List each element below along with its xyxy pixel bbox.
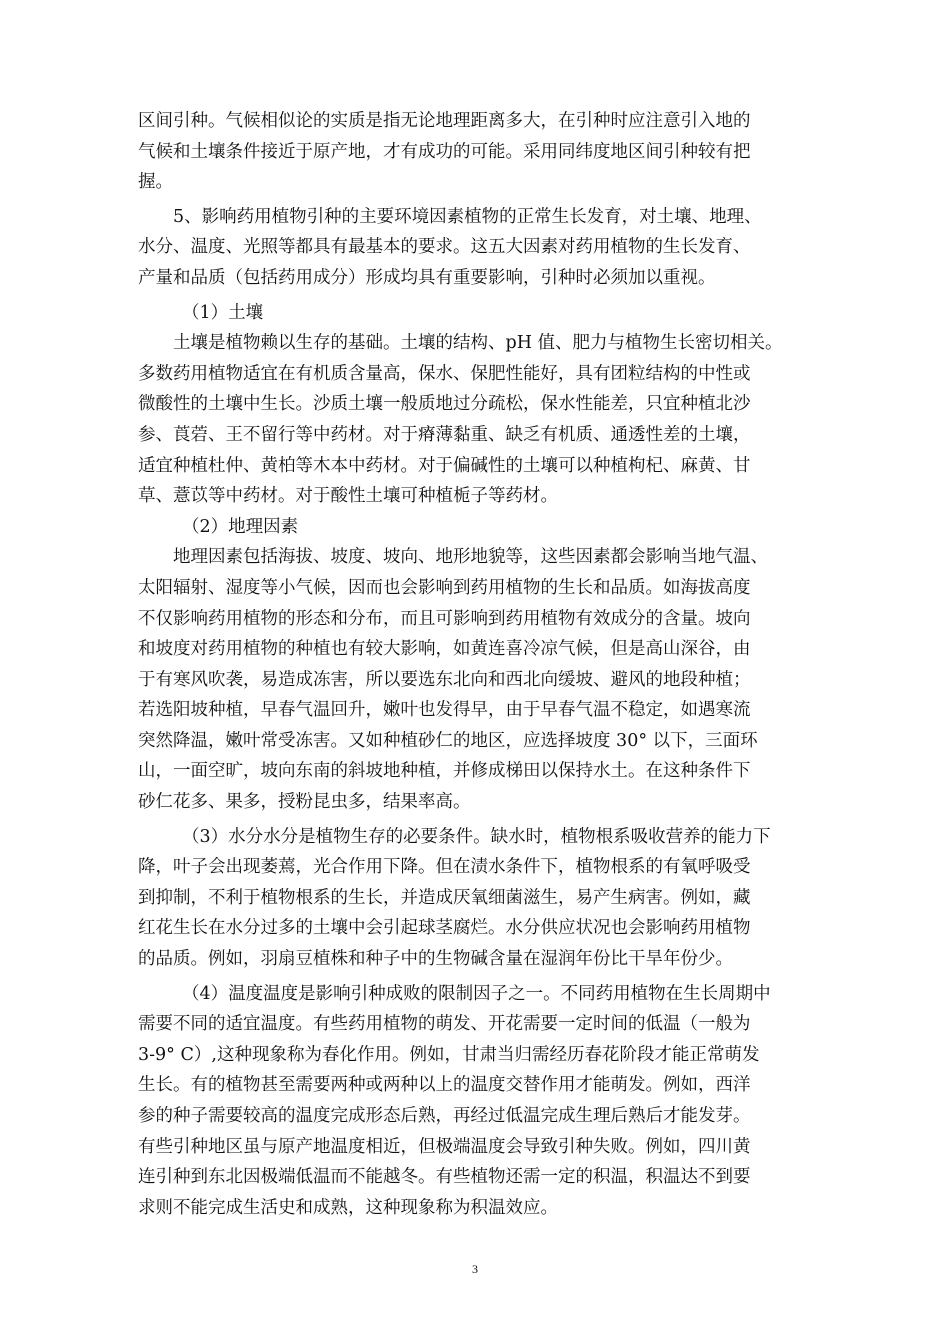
text-line: 有些引种地区虽与原产地温度相近，但极端温度会导致引种失败。例如，四川黄 — [138, 1136, 751, 1157]
text-line: 突然降温，嫩叶常受冻害。又如种植砂仁的地区，应选择坡度 30° 以下，三面环 — [138, 730, 758, 751]
text-line: 3-9° C）,这种现象称为春化作用。例如，甘肃当归需经历春花阶段才能正常萌发 — [138, 1044, 760, 1065]
page-number: 3 — [472, 1262, 478, 1276]
text-line: （4）温度温度是影响引种成败的限制因子之一。不同药用植物在生长周期中 — [182, 983, 771, 1004]
text-line: （3）水分水分是植物生存的必要条件。缺水时，植物根系吸收营养的能力下 — [182, 826, 771, 847]
paragraph-water — [138, 822, 828, 975]
text-line: 到抑制，不利于植物根系的生长，并造成厌氧细菌滋生，易产生病害。例如，藏 — [138, 887, 751, 908]
text-line: 连引种到东北因极端低温而不能越冬。有些植物还需一定的积温，积温达不到要 — [138, 1167, 751, 1188]
text-line: 不仅影响药用植物的形态和分布，而且可影响到药用植物有效成分的含量。坡向 — [138, 608, 751, 629]
text-line: 水分、温度、光照等都具有最基本的要求。这五大因素对药用植物的生长发育、 — [138, 237, 751, 258]
text-line: 产量和品质（包括药用成分）形成均具有重要影响，引种时必须加以重视。 — [138, 267, 716, 288]
text-line: 微酸性的土壤中生长。沙质土壤一般质地过分疏松，保水性能差，只宜种植北沙 — [138, 394, 751, 415]
paragraph-temperature — [138, 979, 828, 1224]
text-line: 区间引种。气候相似论的实质是指无论地理距离多大，在引种时应注意引入地的 — [138, 111, 751, 131]
document-body — [138, 106, 828, 1223]
heading-soil: （1）土壤 — [182, 302, 264, 323]
text-line: 和坡度对药用植物的种植也有较大影响，如黄连喜冷凉气候，但是高山深谷，由 — [138, 639, 751, 660]
text-line: 多数药用植物适宜在有机质含量高，保水、保肥性能好，具有团粒结构的中性或 — [138, 363, 751, 384]
text-line: 生长。有的植物甚至需要两种或两种以上的温度交替作用才能萌发。例如，西洋 — [138, 1075, 751, 1096]
text-line: 土壤是植物赖以生存的基础。土壤的结构、pH 值、肥力与植物生长密切相关。 — [173, 333, 783, 354]
text-line: 求则不能完成生活史和成熟，这种现象称为积温效应。 — [138, 1197, 558, 1218]
paragraph-environmental-factors — [138, 202, 828, 294]
text-line: 太阳辐射、湿度等小气候，因而也会影响到药用植物的生长和品质。如海拔高度 — [138, 577, 751, 598]
text-line: 红花生长在水分过多的土壤中会引起球茎腐烂。水分供应状况也会影响药用植物 — [138, 918, 751, 939]
text-line: 参的种子需要较高的温度完成形态后熟，再经过低温完成生理后熟后才能发芽。 — [138, 1106, 751, 1126]
text-line: 5、影响药用植物引种的主要环境因素植物的正常生长发育，对土壤、地理、 — [173, 206, 762, 227]
text-line: 适宜种植杜仲、黄柏等木本中药材。对于偏碱性的土壤可以种植枸杞、麻黄、甘 — [138, 455, 751, 476]
paragraph-geography — [138, 542, 828, 817]
text-line: 山，一面空旷，坡向东南的斜坡地种植，并修成梯田以保持水土。在这种条件下 — [138, 761, 751, 782]
text-line: 需要不同的适宜温度。有些药用植物的萌发、开花需要一定时间的低温（一般为 — [138, 1014, 751, 1035]
text-line: 气候和土壤条件接近于原产地，才有成功的可能。采用同纬度地区间引种较有把 — [138, 141, 751, 162]
text-line: 于有寒风吹袭，易造成冻害，所以要选东北向和西北向缓坡、避风的地段种植； — [138, 669, 751, 690]
text-line: 草、薏苡等中药材。对于酸性土壤可种植栀子等药材。 — [138, 486, 558, 507]
text-line: 砂仁花多、果多，授粉昆虫多，结果率高。 — [138, 792, 471, 813]
heading-geography: （2）地理因素 — [182, 516, 299, 537]
text-line: 若选阳坡种植，早春气温回升，嫩叶也发得早，由于早春气温不稳定，如遇寒流 — [138, 700, 751, 721]
paragraph-climate-similarity — [138, 106, 828, 198]
text-line: 的品质。例如，羽扇豆植株和种子中的生物碱含量在湿润年份比干旱年份少。 — [138, 949, 733, 970]
text-line: 参、莨菪、王不留行等中药材。对于瘠薄黏重、缺乏有机质、通透性差的土壤， — [138, 424, 751, 445]
paragraph-soil — [138, 328, 828, 512]
text-line: 地理因素包括海拔、坡度、坡向、地形地貌等，这些因素都会影响当地气温、 — [173, 547, 768, 568]
text-line: 降，叶子会出现萎蔫，光合作用下降。但在渍水条件下，植物根系的有氧呼吸受 — [138, 857, 751, 878]
text-line: 握。 — [138, 172, 173, 193]
